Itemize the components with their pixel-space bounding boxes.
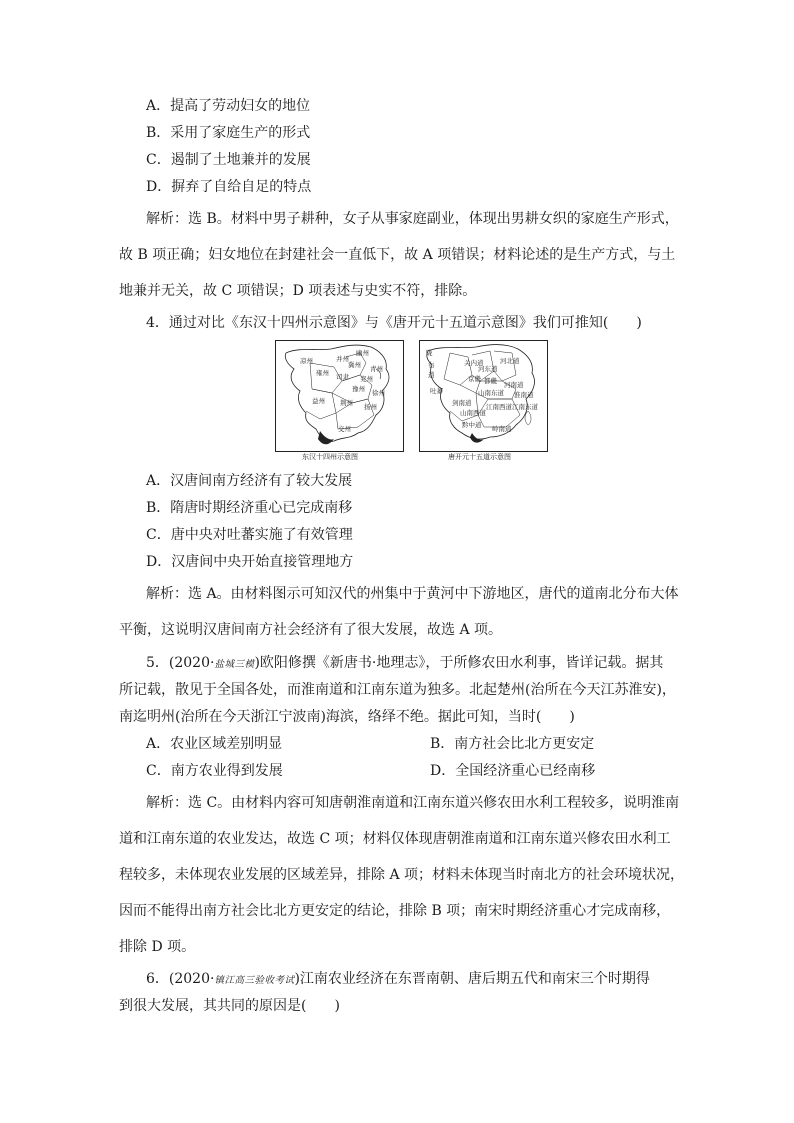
map-label: 右	[428, 361, 435, 369]
q4-explanation-line: 平衡，这说明汉唐间南方社会经济有了很大发展，故选 A 项。	[119, 622, 503, 638]
q5-explanation-line: 解析：选 C。由材料内容可知唐朝淮南道和江南东道兴修农田水利工程较多，说明淮南	[146, 795, 680, 811]
map-label: 徐州	[372, 389, 385, 397]
q4-option-b: B．隋唐时期经济重心已完成南移	[146, 500, 353, 516]
q5-stem-prefix: 5．(2020·	[146, 655, 215, 671]
map-label: 河东道	[478, 365, 498, 373]
map-label: 幽州	[356, 349, 369, 357]
map-label: 都畿	[484, 377, 497, 385]
map-label: 河北道	[500, 357, 520, 365]
map-tang-kaiyuan-caption: 唐开元十五道示意图	[448, 453, 511, 461]
q5-option-c: C．南方农业得到发展	[146, 763, 283, 779]
map-label: 剑南道	[452, 399, 472, 407]
q5-explanation-line: 因而不能得出南方社会比北方更安定的结论，排除 B 项；南宋时期经济重心才完成南移，	[119, 903, 671, 919]
map-label: 益州	[312, 397, 325, 405]
map-label: 道	[428, 371, 435, 379]
q5-stem-line: 南迄明州(治所在今天浙江宁波南)海滨，络绎不绝。据此可知，当时( )	[119, 709, 575, 725]
q5-stem-source: 盐城三模	[214, 659, 255, 670]
q6-stem	[146, 969, 650, 991]
q4-explanation-line: 解析：选 A。由材料图示可知汉代的州集中于黄河中下游地区，唐代的道南北分布大体	[146, 586, 679, 602]
q6-stem-prefix: 6．(2020·	[146, 971, 215, 987]
q4-option-d: D．汉唐间中央开始直接管理地方	[146, 554, 354, 570]
q4-option-a: A．汉唐间南方经济有了较大发展	[146, 473, 353, 489]
q3-option-c: C．遏制了土地兼并的发展	[146, 152, 311, 168]
map-label: 司隶	[336, 373, 349, 381]
map-label: 雍州	[316, 369, 329, 377]
q6-stem-line: 到很大发展，其共同的原因是( )	[119, 998, 340, 1014]
map-eastern-han	[275, 340, 404, 452]
q3-explanation-line: 地兼并无关，故 C 项错误；D 项表述与史实不符，排除。	[119, 283, 477, 299]
q3-option-a: A．提高了劳动妇女的地位	[146, 98, 311, 114]
map-label: 黔中道	[462, 421, 482, 429]
q5-explanation-line: 排除 D 项。	[119, 939, 196, 955]
map-label: 吐蕃	[430, 387, 443, 395]
map-label: 京畿	[468, 375, 481, 383]
map-eastern-han-drawing	[276, 341, 403, 451]
map-label: 淮南道	[514, 391, 534, 399]
map-label: 兖州	[360, 375, 373, 383]
q3-option-d: D．摒弃了自给自足的特点	[146, 179, 312, 195]
q4-option-c: C．唐中央对吐蕃实施了有效管理	[146, 527, 353, 543]
q5-stem-line: 所记载，散见于全国各处，而淮南道和江南东道为独多。北起楚州(治所在今天江苏淮安)，	[119, 682, 676, 698]
q3-option-b: B．采用了家庭生产的形式	[146, 125, 311, 141]
q6-stem-text: )江南农业经济在东晋南朝、唐后期五代和南宋三个时期得	[294, 971, 650, 987]
map-eastern-han-caption: 东汉十四州示意图	[302, 453, 358, 461]
map-label: 河南道	[504, 381, 524, 389]
q5-stem-text: )欧阳修撰《新唐书·地理志》，于所修农田水利事，皆详记载。据其	[254, 655, 664, 671]
map-label: 交州	[338, 425, 351, 433]
map-label: 陇	[426, 349, 433, 357]
map-label: 青州	[370, 365, 383, 373]
map-tang-kaiyuan	[419, 340, 548, 452]
q4-stem: 4．通过对比《东汉十四州示意图》与《唐开元十五道示意图》我们可推知( )	[146, 315, 642, 331]
map-label: 山南西道	[460, 409, 486, 417]
map-label: 岭南道	[492, 425, 512, 433]
q5-explanation-line: 程较多，未体现农业发展的区域差异，排除 A 项；材料未体现当时南北方的社会环境状况，	[119, 867, 685, 883]
q5-explanation-line: 道和江南东道的农业发达，故选 C 项；材料仅体现唐朝淮南道和江南东道兴修农田水利工	[119, 831, 671, 847]
map-label: 荆州	[340, 399, 353, 407]
q3-explanation-line: 故 B 项正确；妇女地位在封建社会一直低下，故 A 项错误；材料论述的是生产方式，与土	[119, 247, 676, 263]
map-label: 并州	[336, 355, 349, 363]
map-label: 山南东道	[478, 389, 504, 397]
q5-option-d: D．全国经济重心已经南移	[430, 763, 596, 779]
map-label: 豫州	[352, 385, 365, 393]
map-label: 江南东道	[512, 403, 538, 411]
map-label: 关内道	[464, 359, 484, 367]
q6-stem-source: 镇江高三验收考试	[214, 975, 295, 986]
map-label: 凉州	[300, 357, 313, 365]
map-label: 扬州	[364, 403, 377, 411]
q5-option-b: B．南方社会比北方更安定	[430, 736, 595, 752]
q5-option-a: A．农业区域差别明显	[146, 736, 283, 752]
map-label: 江南西道	[486, 403, 512, 411]
map-label: 冀州	[348, 361, 361, 369]
map-tang-kaiyuan-drawing	[420, 341, 547, 451]
q3-explanation-line: 解析：选 B。材料中男子耕种，女子从事家庭副业，体现出男耕女织的家庭生产形式，	[146, 211, 679, 227]
q5-stem	[146, 653, 663, 675]
